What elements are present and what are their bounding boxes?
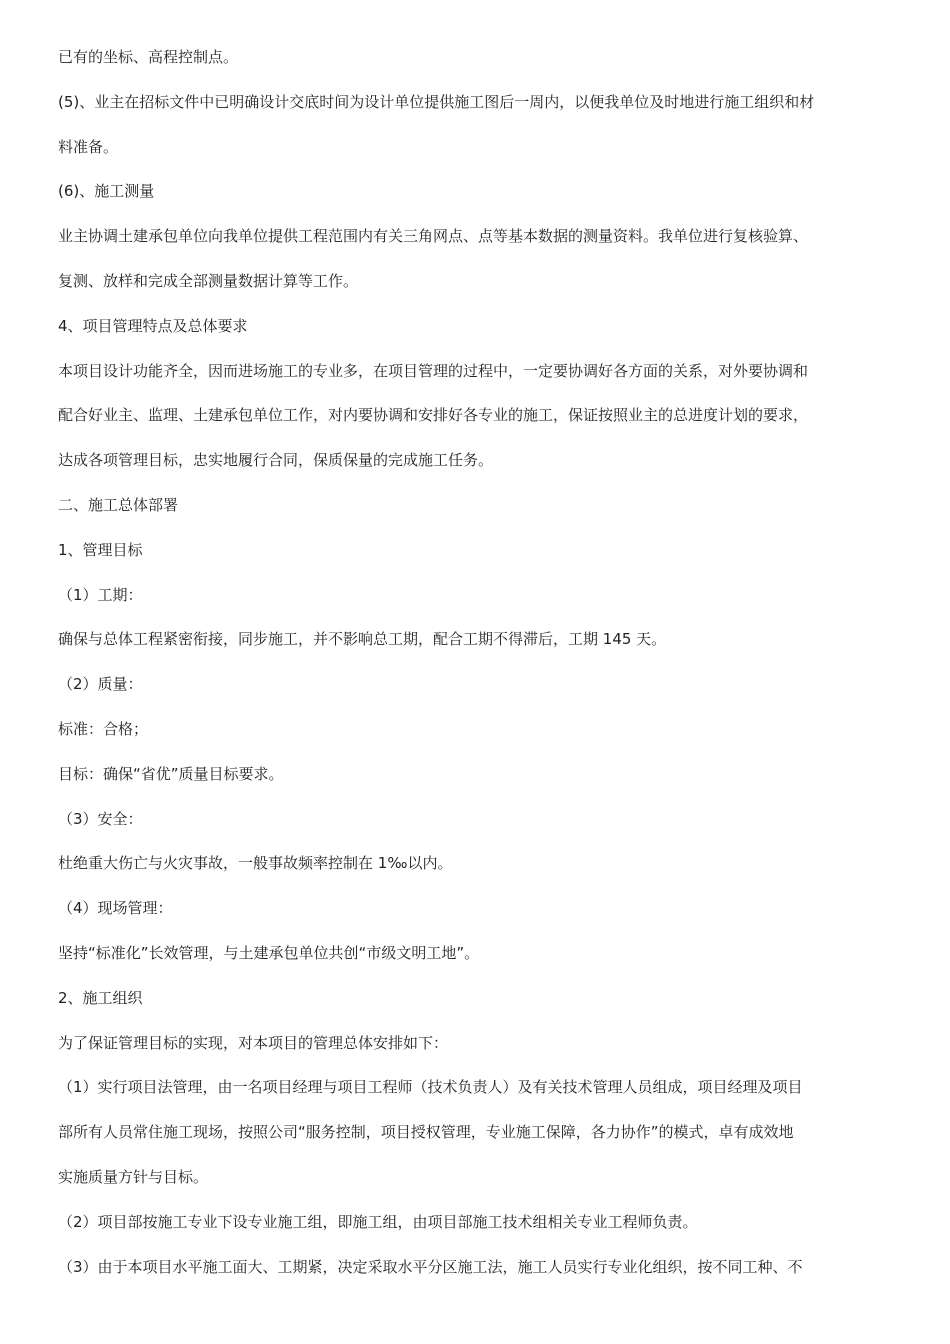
text-line: 为了保证管理目标的实现，对本项目的管理总体安排如下： (58, 1033, 449, 1052)
text-line: 配合好业主、监理、土建承包单位工作，对内要协调和安排好各专业的施工，保证按照业主的总进度计划的要求， (58, 406, 809, 425)
text-line: 目标：确保“省优”质量目标要求。 (58, 764, 284, 783)
text-line: 确保与总体工程紧密衔接，同步施工，并不影响总工期，配合工期不得滞后，工期 145 天。 (58, 630, 667, 649)
section-heading: 4、项目管理特点及总体要求 (58, 316, 248, 335)
text-line: 坚持“标准化”长效管理，与土建承包单位共创“市级文明工地”。 (58, 943, 480, 962)
text-line: （3）由于本项目水平施工面大、工期紧，决定采取水平分区施工法，施工人员实行专业化组织，按不同工种、不 (58, 1257, 803, 1276)
text-line: （1）实行项目法管理，由一名项目经理与项目工程师（技术负责人）及有关技术管理人员组成，项目经理及项目 (58, 1078, 803, 1097)
text-line: 部所有人员常住施工现场，按照公司“服务控制，项目授权管理，专业施工保障，各力协作”的模式，卓有成效地 (58, 1123, 794, 1142)
section-heading: 2、施工组织 (58, 988, 143, 1007)
subsection-heading: （4）现场管理： (58, 899, 173, 918)
text-line: 达成各项管理目标，忠实地履行合同，保质保量的完成施工任务。 (58, 451, 494, 470)
text-line: 标准：合格； (58, 719, 149, 738)
document-page (58, 42, 908, 1296)
text-line: (5)、业主在招标文件中已明确设计交底时间为设计单位提供施工图后一周内，以便我单位及时地进行施工组织和材 (58, 92, 815, 111)
text-line: 业主协调土建承包单位向我单位提供工程范围内有关三角网点、点等基本数据的测量资料。我单位进行复核验算、 (58, 227, 809, 246)
subsection-heading: （1）工期： (58, 585, 143, 604)
text-line: 复测、放样和完成全部测量数据计算等工作。 (58, 271, 359, 290)
text-line: 已有的坐标、高程控制点。 (58, 48, 239, 66)
text-line: 本项目设计功能齐全，因而进场施工的专业多，在项目管理的过程中，一定要协调好各方面的关系，对外要协调和 (58, 361, 809, 380)
section-heading: 二、施工总体部署 (58, 495, 179, 514)
text-line: 实施质量方针与目标。 (58, 1167, 209, 1186)
subsection-heading: （2）质量： (58, 675, 143, 694)
section-heading: 1、管理目标 (58, 540, 143, 559)
text-line: （2）项目部按施工专业下设专业施工组，即施工组，由项目部施工技术组相关专业工程师负责。 (58, 1212, 698, 1231)
text-line: 杜绝重大伤亡与火灾事故，一般事故频率控制在 1‰以内。 (58, 854, 453, 873)
section-heading: (6)、施工测量 (58, 182, 155, 201)
text-line: 料准备。 (58, 137, 119, 156)
subsection-heading: （3）安全： (58, 809, 143, 828)
